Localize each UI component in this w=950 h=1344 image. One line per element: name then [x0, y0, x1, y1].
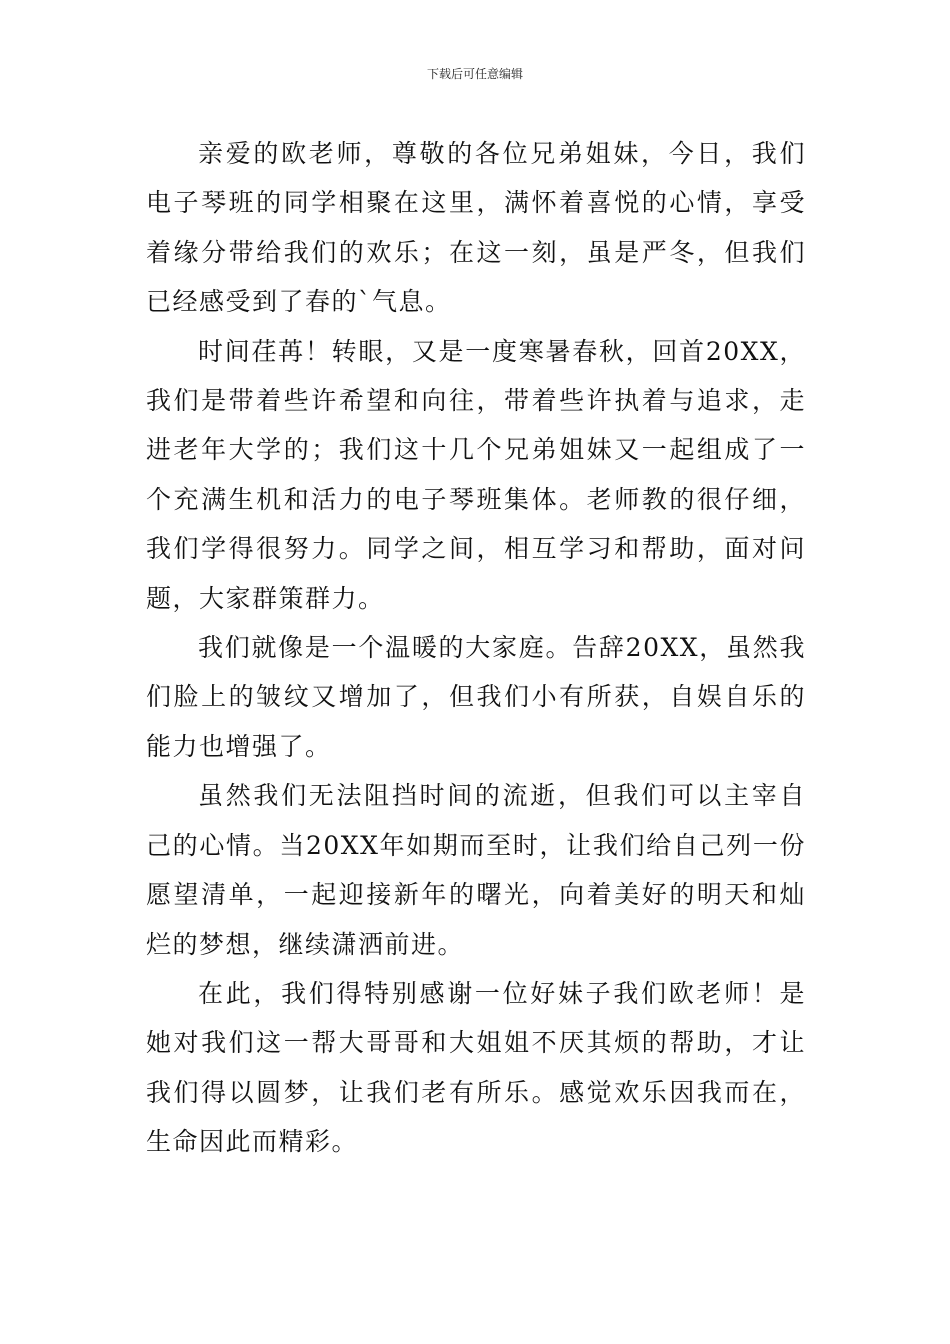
paragraph-1: 亲爱的欧老师，尊敬的各位兄弟姐妹，今日，我们电子琴班的同学相聚在这里，满怀着喜悦的心情，享受着缘分带给我们的欢乐；在这一刻，虽是严冬，但我们已经感受到了春的`气息。: [146, 139, 806, 317]
paragraph-2: 时间荏苒！转眼，又是一度寒暑春秋，回首20XX，我们是带着些许希望和向往，带着些许执着与追求，走进老年大学的；我们这十几个兄弟姐妹又一起组成了一个充满生机和活力的电子琴班集体。老师教的很仔细，我们学得很努力。同学之间，相互学习和帮助，面对问题，大家群策群力。: [146, 336, 806, 613]
paragraph-3: 我们就像是一个温暖的大家庭。告辞20XX，虽然我们脸上的皱纹又增加了，但我们小有所获，自娱自乐的能力也增强了。: [146, 633, 806, 761]
page-header-note: 下载后可任意编辑: [426, 67, 523, 81]
paragraph-4: 虽然我们无法阻挡时间的流逝，但我们可以主宰自己的心情。当20XX年如期而至时，让我们给自己列一份愿望清单，一起迎接新年的曙光，向着美好的明天和灿烂的梦想，继续潇洒前进。: [146, 781, 806, 959]
paragraph-5: 在此，我们得特别感谢一位好妹子我们欧老师！是她对我们这一帮大哥哥和大姐姐不厌其烦的帮助，才让我们得以圆梦，让我们老有所乐。感觉欢乐因我而在，生命因此而精彩。: [146, 978, 806, 1157]
document-body: [146, 129, 806, 1167]
